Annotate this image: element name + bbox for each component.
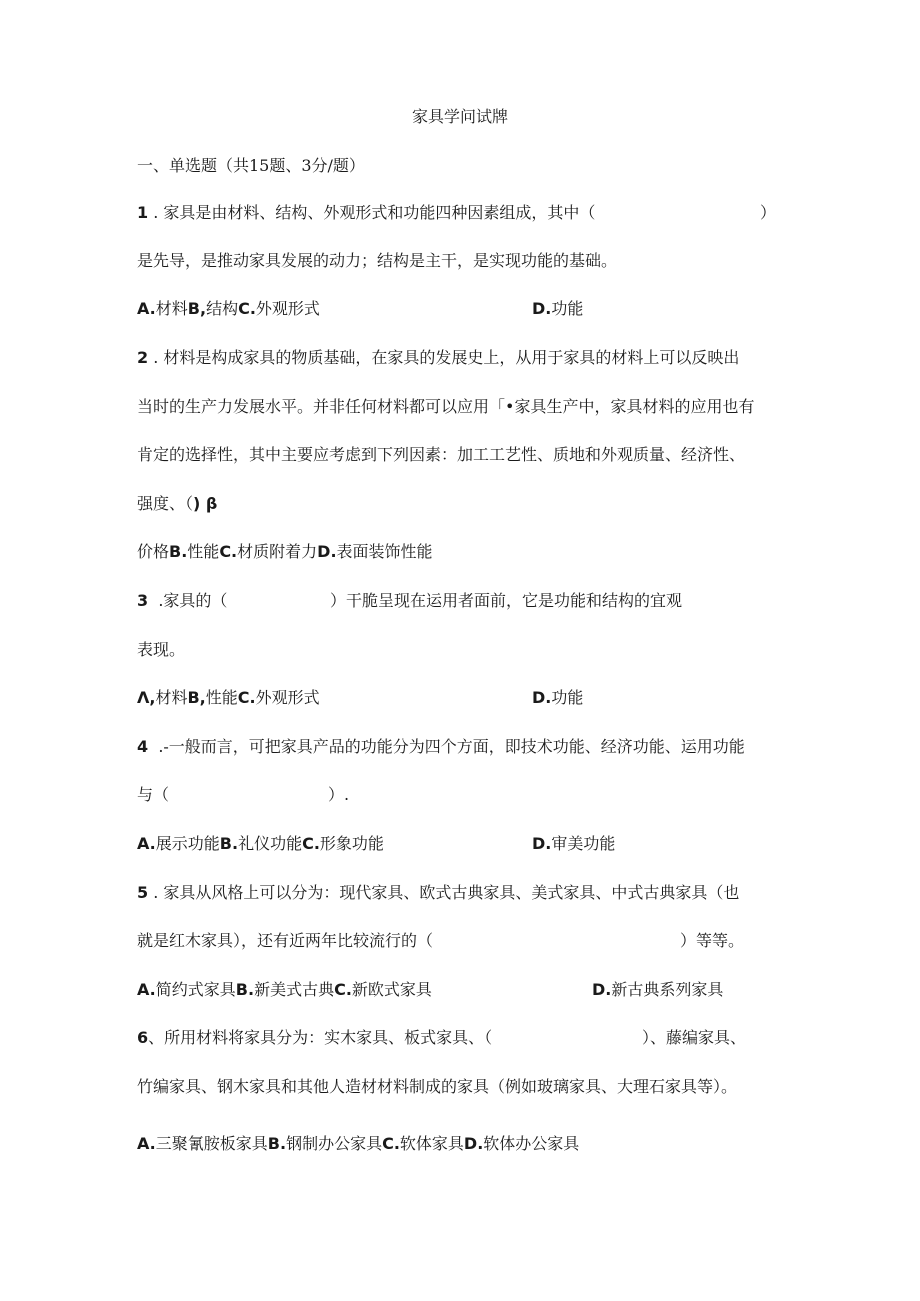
question-4-line-2: 与（ xyxy=(137,785,170,804)
question-number: 6 xyxy=(137,1028,149,1047)
question-number: 5 xyxy=(137,883,149,902)
question-6-line-1: 6、所用材料将家具分为：实木家具、板式家具、（ xyxy=(137,1028,493,1047)
question-2-line-1: 2 . 材料是构成家具的物质基础，在家具的发展史上，从用于家具的材料上可以反映出 xyxy=(137,348,740,367)
question-5-option-d: D.新古典系列家具 xyxy=(592,980,724,999)
question-1-option-d: D.功能 xyxy=(532,299,584,318)
question-2-line-4: 强度、（) β xyxy=(137,494,218,513)
document-title: 家具学问试牌 xyxy=(411,107,508,126)
question-6-line-2: 竹编家具、钢木家具和其他人造材材料制成的家具（例如玻璃家具、大理石家具等）。 xyxy=(137,1077,738,1096)
question-1-line-2: 是先导，是推动家具发展的动力；结构是主干，是实现功能的基础。 xyxy=(137,251,618,270)
question-number: 3 xyxy=(137,591,149,610)
question-1-paren-close: ） xyxy=(760,203,777,222)
question-4-line-1: 4 .-一般而言，可把家具产品的功能分为四个方面，即技术功能、经济功能、运用功能 xyxy=(137,737,745,756)
question-3-option-d: D.功能 xyxy=(532,688,584,707)
question-5-tail: ）等等。 xyxy=(680,931,745,950)
question-number: 1 xyxy=(137,203,149,222)
question-1-options: A.材料B,结构C.外观形式 xyxy=(137,299,320,318)
question-5-options: A.简约式家具B.新美式古典C.新欧式家具 xyxy=(137,980,432,999)
question-3-line-1: 3 .家具的（ xyxy=(137,591,228,610)
question-4-option-d: D.审美功能 xyxy=(532,834,616,853)
question-6-tail: ）、藤编家具、 xyxy=(642,1028,747,1047)
question-6-options: A.三聚氰胺板家具B.钢制办公家具C.软体家具D.软体办公家具 xyxy=(137,1134,580,1153)
question-3-options: Λ,材料B,性能C.外观形式 xyxy=(137,688,320,707)
question-number: 4 xyxy=(137,737,149,756)
question-3-line-1-mid: ）干脆呈现在运用者面前，它是功能和结构的宜观 xyxy=(330,591,683,610)
question-2-line-3: 肯定的选择性，其中主要应考虑到下列因素：加工工艺性、质地和外观质量、经济性、 xyxy=(137,445,746,464)
question-2-line-2: 当时的生产力发展水平。并非任何材料都可以应用「•家具生产中，家具材料的应用也有 xyxy=(137,397,755,416)
question-5-line-2: 就是红木家具），还有近两年比较流行的（ xyxy=(137,931,434,950)
question-4-paren-close: ）. xyxy=(328,785,350,804)
question-4-options: A.展示功能B.礼仪功能C.形象功能 xyxy=(137,834,384,853)
question-2-options: 价格B.性能C.材质附着力D.表面装饰性能 xyxy=(137,542,433,561)
question-number: 2 xyxy=(137,348,149,367)
question-3-line-2: 表现。 xyxy=(137,640,186,659)
section-heading: 一、单选题（共15题、3分/题） xyxy=(137,156,365,175)
question-5-line-1: 5 . 家具从风格上可以分为：现代家具、欧式古典家具、美式家具、中式古典家具（也 xyxy=(137,883,740,902)
question-1-line-1: 1 . 家具是由材料、结构、外观形式和功能四种因素组成，其中（ xyxy=(137,203,596,222)
